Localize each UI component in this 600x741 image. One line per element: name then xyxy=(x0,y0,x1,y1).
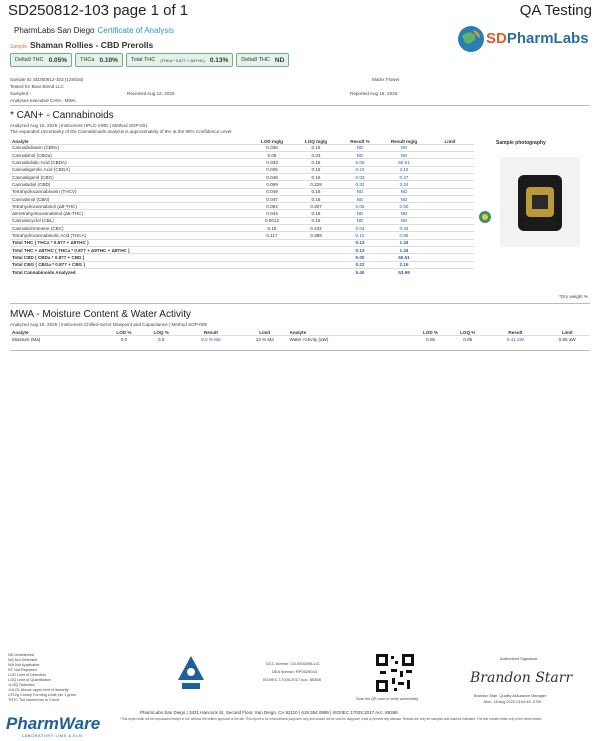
sampled: Sampled - xyxy=(10,91,31,96)
cell: 0.047 xyxy=(250,195,294,202)
cell: 0.32 xyxy=(338,181,382,188)
th-lod: LOD mg/g xyxy=(261,138,283,144)
cell: 0.033 xyxy=(250,159,294,166)
can-note: The expanded Uncertainty of the Cannabinoids analysis is approximately of 8% at the 95% Confidence Level xyxy=(10,129,232,134)
th-analyte-2: Analyte xyxy=(289,329,307,335)
cell: ND xyxy=(338,210,382,217)
cell xyxy=(426,239,474,246)
cell: 1.34 xyxy=(382,246,426,253)
cell: Total THC ( THCa * 0.877 + Δ9THC ) xyxy=(10,239,250,246)
badge-value: 0.13% xyxy=(209,56,229,64)
cell: 50.01 xyxy=(382,254,426,261)
cell xyxy=(426,246,474,253)
cell: 0.22 xyxy=(338,166,382,173)
cell: ND xyxy=(382,217,426,224)
lab-address: PharmLabs San Diego | 3421 Hancock St, Second Floor, San Diego, CA 92110 | 619.354.0899 | ISO/IEC 17025:2017 Acc. 85368 xyxy=(140,710,398,715)
total-row xyxy=(10,261,474,268)
cell: 0.092 xyxy=(250,203,294,210)
sample-photo xyxy=(500,157,580,247)
cell: ND xyxy=(338,188,382,195)
cell: Cannabidiol (CBD) xyxy=(10,181,250,188)
cell xyxy=(250,246,294,253)
logo-sd: SD xyxy=(486,30,507,47)
lab-name xyxy=(14,26,174,35)
cell: 0.16 xyxy=(294,210,338,217)
cell: 0.13 xyxy=(338,246,382,253)
can-analyzed: Analyzed Aug 15, 2025 | Instrument HPLC-VWD | Method SOP-001 xyxy=(10,123,148,128)
cell: 0.048 xyxy=(250,173,294,180)
cell: ND xyxy=(338,217,382,224)
cell: 0.16 xyxy=(294,166,338,173)
cell: 0.05 xyxy=(250,152,294,159)
th-loq: LOQ % xyxy=(153,329,169,335)
badge-delta9 xyxy=(10,53,72,67)
cell: 0.03 xyxy=(294,152,338,159)
cell: Cannabidiolic Acid (CBDA) xyxy=(10,159,250,166)
received: Received Aug 12, 2025 xyxy=(127,91,175,96)
th-result: Result xyxy=(203,329,218,335)
cell: 0.13 xyxy=(338,239,382,246)
dea-license: DEA license: RP0529043 xyxy=(272,669,317,674)
cell xyxy=(250,239,294,246)
matrix: Matrix Flower xyxy=(372,77,400,82)
cell: ND xyxy=(382,188,426,195)
th-analyte: Analyte xyxy=(12,138,29,144)
th-lod-2: LOD % xyxy=(422,329,438,335)
cell: 0.117 xyxy=(250,232,294,239)
badge-value: 0.05% xyxy=(48,56,68,64)
cell xyxy=(426,188,474,195)
pharmware-logo: PharmWare xyxy=(6,714,101,733)
legend-item: LOD Limit of Detection xyxy=(8,673,47,677)
cell: 1.34 xyxy=(382,239,426,246)
cell xyxy=(426,210,474,217)
can-title: * CAN+ - Cannabinoids xyxy=(10,110,114,121)
cell: 0.044 xyxy=(250,210,294,217)
cell: ND xyxy=(338,144,382,151)
legend-item: ND Undetected xyxy=(8,653,34,657)
cell xyxy=(426,181,474,188)
cell: 0.96 xyxy=(382,232,426,239)
divider xyxy=(10,105,590,106)
cell: 0.432 xyxy=(294,225,338,232)
table-row xyxy=(10,225,474,232)
iso-accreditation: ISO/IEC 17025:2017 Acc. 85368 xyxy=(263,677,321,682)
cell: Δ8-tetrahydrocannabinol (Δ8-THC) xyxy=(10,210,250,217)
cell: 0.50 xyxy=(382,203,426,210)
badge-total-thc xyxy=(126,53,233,67)
cell: 5.05 xyxy=(338,159,382,166)
table-header xyxy=(10,137,474,144)
cell xyxy=(426,261,474,268)
cell: 0.41 aW xyxy=(486,335,544,342)
cell: Total Cannabinoids Analyzed xyxy=(10,268,250,275)
cell: Cannabichromene (CBC) xyxy=(10,225,250,232)
cell: Cannabigerol (CBG) xyxy=(10,173,250,180)
cell: 0.16 xyxy=(294,188,338,195)
cell: Total CBG ( CBGa * 0.877 + CBG ) xyxy=(10,261,250,268)
cell: Total CBD ( CBDa * 0.877 + CBD ) xyxy=(10,254,250,261)
disclaimer: *This report shall not be reproduced except in full, without the written approval of the lab. This report is for informational purposes only and should not be used to diagnose, treat or prevent any disease. Results are only for samples and batches indicated. The test results relate only to the items tested. xyxy=(120,717,542,721)
th-analyte: Analyte xyxy=(12,329,29,335)
cell xyxy=(294,246,338,253)
sample-jar-image xyxy=(500,157,580,247)
cell: 50.51 xyxy=(382,159,426,166)
cell xyxy=(426,268,474,275)
cell xyxy=(250,261,294,268)
cell: 0.0012 xyxy=(250,217,294,224)
cell: 0.05 xyxy=(338,203,382,210)
badge-label: Delta8 THC xyxy=(241,57,270,63)
cell: ND xyxy=(382,195,426,202)
cell: 0.229 xyxy=(294,181,338,188)
cell: Cannabigerolic Acid (CBGA) xyxy=(10,166,250,173)
cell: ND xyxy=(382,210,426,217)
table-row xyxy=(10,210,474,217)
cell: 0.03 xyxy=(338,173,382,180)
dcc-license: DCC license: C8-0000096-LIC xyxy=(266,661,321,666)
th-limit: Limit xyxy=(259,329,271,335)
cell: ND xyxy=(382,144,426,151)
total-row xyxy=(10,254,474,261)
product-name: Shaman Rollies - CBD Prerolls xyxy=(29,40,154,50)
badge-delta8 xyxy=(236,53,289,67)
qr-caption: Scan the QR code to verify authenticity xyxy=(356,697,419,701)
th-limit-2: Limit xyxy=(561,329,573,335)
dry-weight-note: *Dry weight % xyxy=(559,294,588,299)
cell: 0.10 xyxy=(338,232,382,239)
cell xyxy=(426,195,474,202)
tested-for: Tested for Bear Blend LLC xyxy=(10,84,64,89)
cell xyxy=(426,217,474,224)
badge-label: Total THC xyxy=(130,57,156,63)
legend-item: NQ Not Detected xyxy=(8,658,37,662)
cell xyxy=(426,254,474,261)
cell: ND xyxy=(338,152,382,159)
photo-label: Sample photography xyxy=(496,140,546,146)
page-title: SD250812-103 page 1 of 1 xyxy=(8,2,189,19)
cell: Total THC + Δ8THC ( THCa * 0.877 + Δ9THC + Δ8THC ) xyxy=(10,246,250,253)
legend-item: >ULOL Above upper limit of linearity xyxy=(8,688,69,692)
legend-item: <LOQ Detected xyxy=(8,683,35,687)
sample-label: Sample xyxy=(10,44,27,50)
cell: 5.40 xyxy=(338,268,382,275)
legend-item: N/A Not Applicable xyxy=(8,663,40,667)
cell: 0.035 xyxy=(250,166,294,173)
th-result-pct: Result % xyxy=(350,138,370,144)
cell: 0.0 xyxy=(105,335,142,342)
mwa-analyzed: Analyzed Aug 18, 2025 | Instrument Chilled-mirror Dewpoint and Capacitance | Method SOP-009 xyxy=(10,322,207,327)
cell xyxy=(294,254,338,261)
table-row xyxy=(10,173,474,180)
cell xyxy=(426,166,474,173)
cell: 0.16 xyxy=(294,173,338,180)
stamp-icon xyxy=(478,210,492,224)
total-row xyxy=(10,268,474,275)
globe-logo-icon xyxy=(456,24,486,54)
signed-date: Mon, 18 Aug 2025 13:54:45 -0700 xyxy=(484,700,542,704)
th-loq: LOQ mg/g xyxy=(304,138,328,144)
auth-signature-label: Authorized Signature xyxy=(500,656,538,661)
product-title xyxy=(10,40,153,50)
th-lod: LOD % xyxy=(116,329,132,335)
cell: Tetrahydrocannabivarin (THCV) xyxy=(10,188,250,195)
qr-code-icon[interactable] xyxy=(374,652,416,694)
cell: 0.27 xyxy=(382,173,426,180)
abbreviation-legend xyxy=(8,653,76,703)
cell: 2.16 xyxy=(382,261,426,268)
cell: 5.00 xyxy=(338,254,382,261)
cell: Cannabinol (CBN) xyxy=(10,195,250,202)
cell: 0.0 xyxy=(143,335,180,342)
cell: Moisture (Ma) xyxy=(10,335,105,342)
table-header xyxy=(10,328,590,335)
cell xyxy=(426,152,474,159)
th-loq-2: LOQ % xyxy=(460,329,476,335)
cell xyxy=(294,261,338,268)
cell: 0.65 aW xyxy=(544,335,590,342)
cell: 0.389 xyxy=(294,232,338,239)
cell: 0.16 xyxy=(294,217,338,224)
cell: Cannabidivarin (CBDv) xyxy=(10,144,250,151)
signature: Brandon Starr xyxy=(470,670,573,686)
divider xyxy=(10,303,590,304)
total-row xyxy=(10,246,474,253)
cell xyxy=(426,225,474,232)
table-row xyxy=(10,203,474,210)
table-row xyxy=(10,166,474,173)
legend-item: CFU/g Colony Forming Units per 1 gram xyxy=(8,693,76,697)
cell: 0.16 xyxy=(294,195,338,202)
cell: 0.069 xyxy=(250,181,294,188)
table-row xyxy=(10,181,474,188)
lab-name-text: PharmLabs San Diego xyxy=(14,26,95,35)
cell xyxy=(426,173,474,180)
analyses: Analyses executed CAN+, MWA xyxy=(10,98,76,103)
cell: 3.24 xyxy=(382,181,426,188)
reported: Reported Aug 18, 2025 xyxy=(350,91,398,96)
badge-value: ND xyxy=(274,56,285,64)
table-row xyxy=(10,152,474,159)
table-row xyxy=(10,195,474,202)
th-limit: Limit xyxy=(444,138,456,144)
table-row xyxy=(10,144,474,151)
cell: Tetrahydrocannabinol (Δ9-THC) xyxy=(10,203,250,210)
cell: 0.22 xyxy=(338,261,382,268)
cannabinoid-table xyxy=(10,137,474,276)
cell xyxy=(294,268,338,275)
table-row xyxy=(10,159,474,166)
mwa-title: MWA - Moisture Content & Water Activity xyxy=(10,309,191,320)
cell: 0.039 xyxy=(250,144,294,151)
brand-logo xyxy=(486,30,589,47)
cell xyxy=(250,254,294,261)
cell: 13 % Ma xyxy=(242,335,288,342)
legend-item: NT Not Reported xyxy=(8,668,37,672)
pharmware-tagline: LABORATORY LIMS & ELN xyxy=(22,733,83,738)
cell: Water Activity (aW) xyxy=(288,335,412,342)
cell: 9.0 % Ma xyxy=(180,335,242,342)
cell: 0.049 xyxy=(250,188,294,195)
th-result-2: Result xyxy=(508,329,523,335)
moisture-table xyxy=(10,328,590,343)
accreditation-logo-icon xyxy=(176,654,206,692)
page-type: QA Testing xyxy=(519,2,592,19)
cell: 0.15 xyxy=(250,225,294,232)
cell xyxy=(426,203,474,210)
badge-sub: (THCa * 0.877 + Δ9THC) xyxy=(160,57,205,63)
cell: 0.05 xyxy=(449,335,486,342)
potency-badges xyxy=(10,53,289,67)
cell: 0.05 xyxy=(412,335,449,342)
badge-label: THCa xyxy=(80,57,95,63)
sample-id: Sample ID SD250812-103 (125016) xyxy=(10,77,84,82)
table-row xyxy=(10,217,474,224)
cell: Cannabicyclol (CBL) xyxy=(10,217,250,224)
cell: 0.04 xyxy=(338,225,382,232)
divider xyxy=(10,350,590,351)
cell xyxy=(294,239,338,246)
legend-item: TNTC Too Numerous to Count xyxy=(8,698,60,702)
cell xyxy=(250,268,294,275)
total-row xyxy=(10,239,474,246)
th-result-mg: Result mg/g xyxy=(390,138,418,144)
cell: ND xyxy=(382,152,426,159)
legend-item: LOQ Limit of Quantitation xyxy=(8,678,51,682)
certificate-label: Certificate of Analysis xyxy=(97,26,174,35)
cell xyxy=(426,159,474,166)
cell: Cannabinol (CBDa) xyxy=(10,152,250,159)
cell: 0.16 xyxy=(294,159,338,166)
cell: 2.16 xyxy=(382,166,426,173)
table-row xyxy=(10,232,474,239)
cell: ND xyxy=(338,195,382,202)
cell: 0.16 xyxy=(294,144,338,151)
signer: Brandon Starr, Quality Assurance Manager xyxy=(474,694,547,698)
badge-label: Delta9 THC xyxy=(15,57,44,63)
cell xyxy=(426,144,474,151)
cell xyxy=(426,232,474,239)
cell: 0.44 xyxy=(382,225,426,232)
cell: 53.99 xyxy=(382,268,426,275)
cell: 0.307 xyxy=(294,203,338,210)
table-row xyxy=(10,335,590,342)
cell: Tetrahydrocannabinolic Acid (THCA) xyxy=(10,232,250,239)
logo-rest: PharmLabs xyxy=(506,30,589,47)
badge-thca xyxy=(75,53,123,67)
badge-value: 0.10% xyxy=(99,56,118,64)
table-row xyxy=(10,188,474,195)
